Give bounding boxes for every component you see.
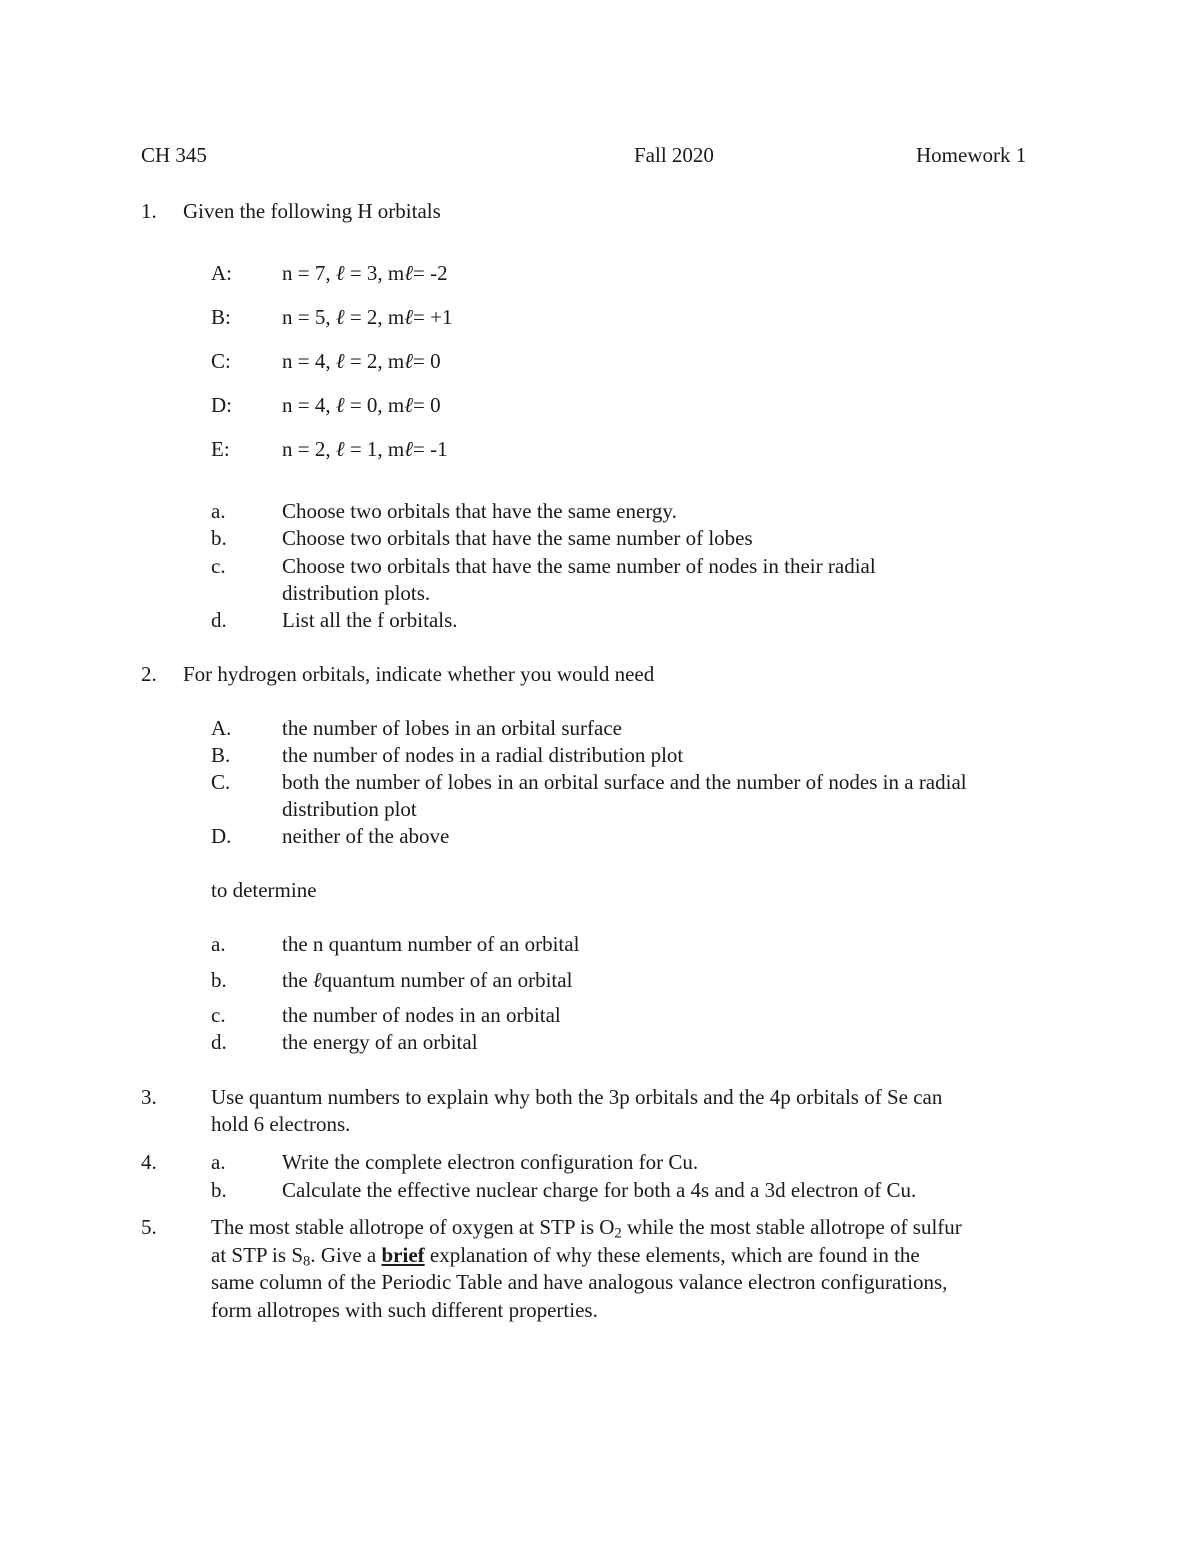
q3-text: Use quantum numbers to explain why both the 3p orbitals and the 4p orbitals of Se can — [211, 1085, 943, 1109]
part-label: d. — [211, 1030, 227, 1054]
part-text: the number of nodes in an orbital — [282, 1003, 561, 1027]
part-label: d. — [211, 608, 227, 632]
q3-text-continued: hold 6 electrons. — [211, 1112, 351, 1136]
to-determine: to determine — [211, 878, 317, 902]
q5-number: 5. — [141, 1215, 157, 1239]
option-text-continued: distribution plot — [282, 797, 417, 821]
option-label: A. — [211, 716, 232, 740]
q5-text-continued: same column of the Periodic Table and have analogous valance electron configurations, — [211, 1270, 948, 1294]
q3-number: 3. — [141, 1085, 157, 1109]
orbital-quantum-numbers: n = 5, ℓ = 2, mℓ= +1 — [282, 305, 453, 329]
orbital-quantum-numbers: n = 7, ℓ = 3, mℓ= -2 — [282, 261, 448, 285]
q2-number: 2. — [141, 662, 157, 686]
q4-number: 4. — [141, 1150, 157, 1174]
part-text: Choose two orbitals that have the same number of nodes in their radial — [282, 554, 876, 578]
orbital-label: D: — [211, 393, 232, 417]
orbital-quantum-numbers: n = 4, ℓ = 0, mℓ= 0 — [282, 393, 441, 417]
part-label: c. — [211, 1003, 226, 1027]
part-text: the ℓquantum number of an orbital — [282, 968, 573, 992]
option-text: both the number of lobes in an orbital surface and the number of nodes in a radial — [282, 770, 967, 794]
part-text-continued: distribution plots. — [282, 581, 431, 605]
orbital-quantum-numbers: n = 2, ℓ = 1, mℓ= -1 — [282, 437, 448, 461]
part-text: Calculate the effective nuclear charge for both a 4s and a 3d electron of Cu. — [282, 1178, 917, 1202]
option-text: the number of nodes in a radial distribution plot — [282, 743, 684, 767]
assignment-title: Homework 1 — [916, 143, 1027, 167]
part-label: b. — [211, 526, 227, 550]
part-label: c. — [211, 554, 226, 578]
part-text: Choose two orbitals that have the same number of lobes — [282, 526, 753, 550]
orbital-quantum-numbers: n = 4, ℓ = 2, mℓ= 0 — [282, 349, 441, 373]
q5-text-continued: form allotropes with such different properties. — [211, 1298, 598, 1322]
term: Fall 2020 — [634, 143, 714, 167]
part-text: the energy of an orbital — [282, 1030, 478, 1054]
part-text: Choose two orbitals that have the same energy. — [282, 499, 677, 523]
part-text: the n quantum number of an orbital — [282, 932, 580, 956]
q1-number: 1. — [141, 199, 157, 223]
option-label: D. — [211, 824, 232, 848]
orbital-label: E: — [211, 437, 230, 461]
course-code: CH 345 — [141, 143, 207, 167]
part-label: a. — [211, 499, 226, 523]
part-label: a. — [211, 1150, 226, 1174]
part-text: List all the f orbitals. — [282, 608, 458, 632]
emphasis-brief: brief — [381, 1243, 425, 1267]
part-label: b. — [211, 1178, 227, 1202]
orbital-label: A: — [211, 261, 232, 285]
q5-text: The most stable allotrope of oxygen at STP is $O_2$ while the most stable allotrope of sulfur — [211, 1215, 962, 1242]
orbital-label: B: — [211, 305, 231, 329]
option-label: C. — [211, 770, 231, 794]
q1-stem: Given the following H orbitals — [183, 199, 441, 223]
part-label: b. — [211, 968, 227, 992]
part-label: a. — [211, 932, 226, 956]
q5-text-continued: at STP is $S_8$. Give a brief explanation of why these elements, which are found in the — [211, 1243, 920, 1270]
option-label: B. — [211, 743, 231, 767]
option-text: the number of lobes in an orbital surface — [282, 716, 622, 740]
orbital-label: C: — [211, 349, 231, 373]
q2-stem: For hydrogen orbitals, indicate whether you would need — [183, 662, 655, 686]
option-text: neither of the above — [282, 824, 450, 848]
part-text: Write the complete electron configuration for Cu. — [282, 1150, 699, 1174]
